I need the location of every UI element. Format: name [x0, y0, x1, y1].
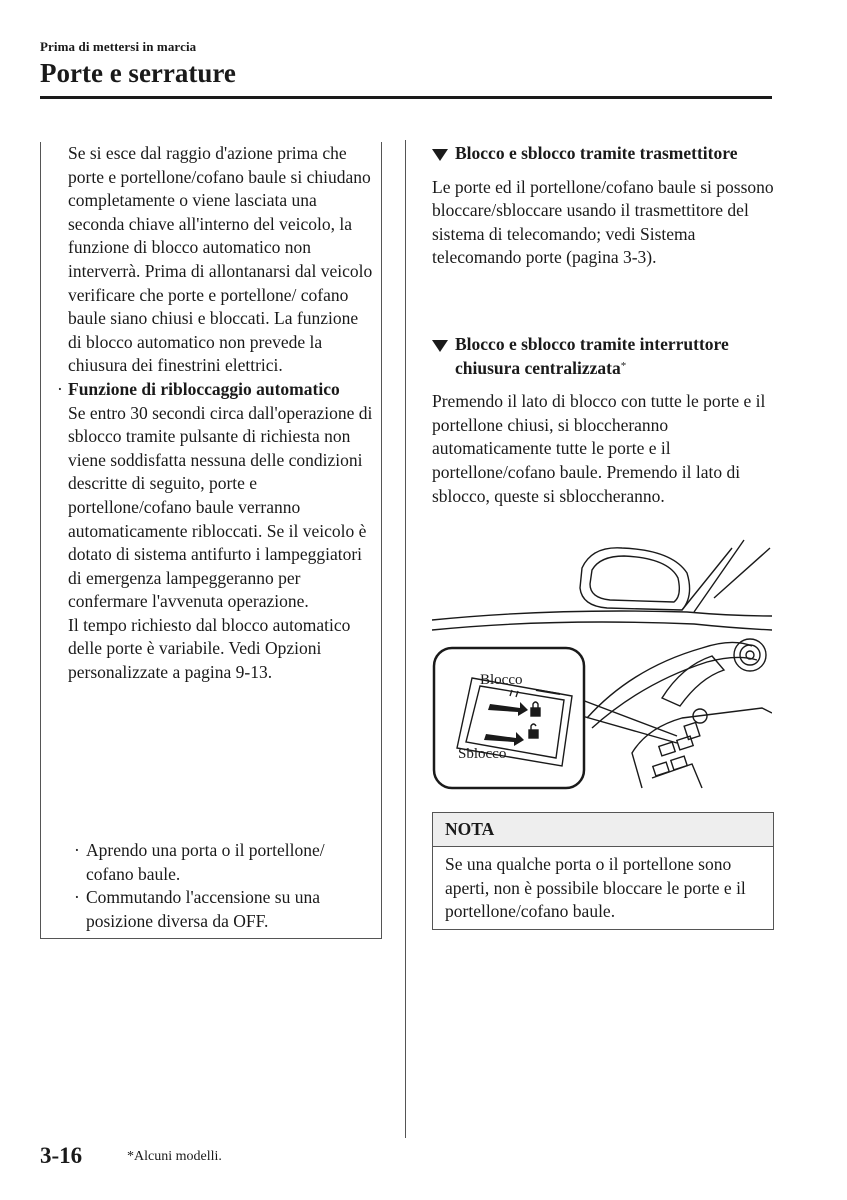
- bullet-dot: ·: [74, 887, 80, 908]
- note-box: [432, 812, 774, 930]
- triangle-marker-icon: [432, 149, 448, 161]
- relock-time-text: Il tempo richiesto dal blocco automatico delle porte è variabile. Vedi Opzioni personalizzate a pagina 9-13.: [68, 614, 351, 683]
- title-rule: [40, 96, 772, 99]
- switch-text: Premendo il lato di blocco con tutte le porte e il portellone chiusi, si bloccheranno automaticamente tutte le porte e il portellone/cofano baule. Premendo il lato di sblocco, queste si sbloccheranno.: [432, 391, 766, 506]
- relock-text: Se entro 30 secondi circa dall'operazione di sblocco tramite pulsante di richiesta non viene soddisfatta nessuna delle condizioni descritte di seguito, porte e portellone/cofano baule verranno automaticamente ribloccati. Se il veicolo è dotato di sistema antifurto i lampeggiatori di emergenza lampeggeranno per confermare l'avvenuta operazione.: [68, 402, 373, 612]
- section-label: Prima di mettersi in marcia: [40, 39, 197, 54]
- transmitter-text: Le porte ed il portellone/cofano baule si possono bloccare/sbloccare usando il trasmettitore del sistema di telecomando; vedi Sistema telecomando porte (pagina 3-3).: [432, 176, 774, 268]
- speaker-icon: [734, 639, 766, 671]
- relock-conditions-list: [74, 839, 376, 933]
- bullet-dot: ·: [57, 378, 63, 399]
- condition-text: Aprendo una porta o il portellone/ cofano baule.: [86, 840, 325, 884]
- transmitter-heading: [432, 142, 777, 166]
- page-number: 3-16: [40, 1143, 83, 1168]
- triangle-marker-icon: [432, 340, 448, 352]
- switch-section: [432, 333, 777, 508]
- column-divider: [405, 140, 406, 1138]
- condition-text: Commutando l'accensione su una posizione diversa da OFF.: [86, 887, 321, 931]
- switch-heading: [432, 333, 777, 380]
- note-title: NOTA: [433, 813, 773, 847]
- transmitter-section: [432, 142, 777, 270]
- switch-heading-text: Blocco e sblocco tramite interruttore chiusura centralizzata: [455, 334, 729, 378]
- label-lock: Blocco: [480, 672, 523, 688]
- left-text: [57, 142, 374, 685]
- relock-heading-row: [57, 378, 374, 402]
- label-unlock: Sblocco: [458, 746, 507, 762]
- relock-heading: Funzione di ribloccaggio automatico: [68, 378, 340, 399]
- door-panel-illustration: [432, 538, 772, 790]
- transmitter-heading-text: Blocco e sblocco tramite trasmettitore: [455, 143, 738, 163]
- footnote-mark: *: [620, 359, 627, 372]
- door-switch-figure: [432, 538, 772, 790]
- footnote: *Alcuni modelli.: [127, 1149, 222, 1164]
- bullet-dot: ·: [74, 840, 80, 860]
- auto-lock-warning: Se si esce dal raggio d'azione prima che porte e portellone/cofano baule si chiudano completamente o viene lasciata una seconda chiave all'interno del veicolo, la funzione di blocco automatico non interverrà. Prima di allontanarsi dal veicolo verificare che porte e portellone/ cofano baule siano chiusi e bloccati. La funzione di blocco automatico non prevede la chiusura dei finestrini elettrici.: [68, 143, 373, 376]
- list-item: [74, 839, 376, 886]
- page-title: Porte e serrature: [40, 58, 236, 88]
- list-item: [74, 886, 376, 933]
- note-text: Se una qualche porta o il portellone sono aperti, non è possibile bloccare le porte e il portellone/cofano baule.: [445, 854, 746, 922]
